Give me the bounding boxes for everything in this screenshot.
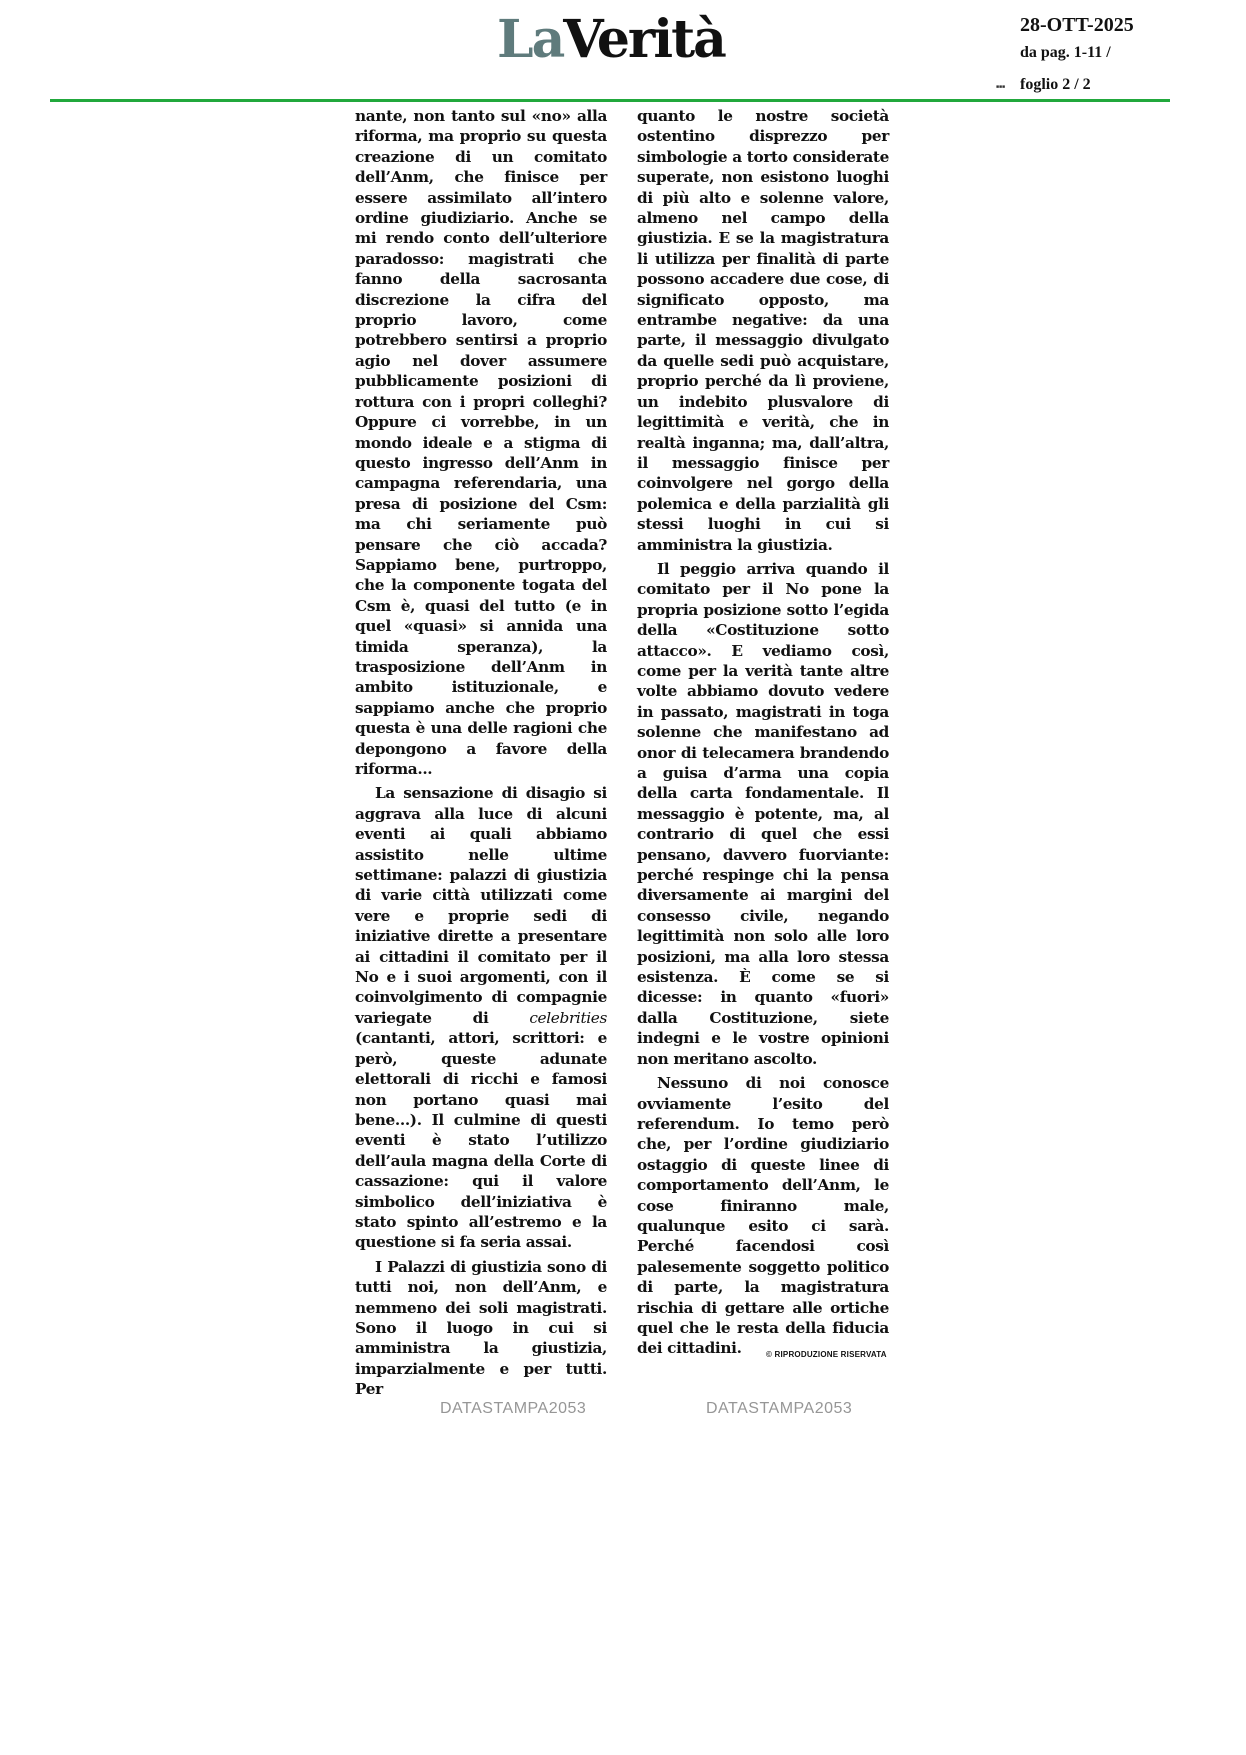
sheet-number: foglio 2 / 2 bbox=[1020, 76, 1091, 93]
article-column-right bbox=[637, 106, 889, 1359]
article-paragraph: quanto le nostre società ostentino disprezzo per simbologie a torto considerate superate, non esistono luoghi di più alto e solenne valore, almeno nel campo della giustizia. E se la magistratura li utilizza per finalità di parte possono accadere due cose, di significato opposto, ma entrambe negative: da una parte, il messaggio divulgato da quelle sedi può acquistare, proprio perché da lì proviene, un indebito plusvalore di legittimità e verità, che in realtà inganna; ma, dall’altra, il messaggio finisce per coinvolgere nel gorgo della polemica e della parzialità gli stessi luoghi in cui si amministra la giustizia. bbox=[637, 107, 890, 554]
paragraph-text: La sensazione di disagio si aggrava alla luce di alcuni eventi ai quali abbiamo assistito nelle ultime settimane: palazzi di giustizia di varie città utilizzati come vere e proprie sedi di iniziative dirette a presentare ai cittadini il comitato per il No e i suoi argomenti, con il coinvolgimento di compagnie variegate di bbox=[355, 784, 607, 1027]
watermark: DATASTAMPA2053 bbox=[440, 1400, 587, 1417]
page-reference: da pag. 1-11 / bbox=[1020, 44, 1111, 61]
article-paragraph: Nessuno di noi conosce ovviamente l’esito del referendum. Io temo però che, per l’ordine giudiziario ostaggio di queste linee di comportamento dell’Anm, le cose finiranno male, qualunque esito ci sarà. Perché facendosi così palesemente soggetto politico di parte, la magistratura rischia di gettare alle ortiche quel che le resta della fiducia dei cittadini. bbox=[637, 1074, 889, 1358]
watermark: DATASTAMPA2053 bbox=[706, 1400, 853, 1417]
scan-mark-icon: ■■■ bbox=[996, 84, 1006, 90]
article-paragraph: I Palazzi di giustizia sono di tutti noi, non dell’Anm, e nemmeno dei soli magistrati. Sono il luogo in cui si amministra la giustizia, imparzialmente e per tutti. Per bbox=[355, 1257, 607, 1399]
paragraph-text: (cantanti, attori, scrittori: e però, queste adunate elettorali di ricchi e famosi non portano quasi mai bene...). Il culmine di questi eventi è stato l’utilizzo dell’aula magna della Corte di cassazione: qui il valore simbolico dell’iniziativa è stato spinto all’estremo e la questione si fa seria assai. bbox=[355, 1029, 607, 1252]
logo-la: La bbox=[497, 9, 564, 70]
article-paragraph: nante, non tanto sul «no» alla riforma, ma proprio su questa creazione di un comitato dell’Anm, che finisce per essere assimilato all’intero ordine giudiziario. Anche se mi rendo conto dell’ulteriore paradosso: magistrati che fanno della sacrosanta discrezione la cifra del proprio lavoro, come potrebbero sentirsi a proprio agio nel dover assumere pubblicamente posizioni di rottura con i propri colleghi? Oppure ci vorrebbe, in un mondo ideale e a stigma di questo ingresso dell’Anm in campagna referendaria, una presa di posizione del Csm: ma chi seriamente può pensare che ciò accada? Sappiamo bene, purtroppo, che la componente togata del Csm è, quasi del tutto (e in quel «quasi» si annida una timida speranza), la trasposizione dell’Anm in ambito istituzionale, e sappiamo anche che proprio questa è una delle ragioni che depongono a favore della riforma... bbox=[355, 107, 607, 778]
article-paragraph bbox=[355, 783, 607, 1252]
copyright-notice: © RIPRODUZIONE RISERVATA bbox=[766, 1350, 887, 1359]
newspaper-logo bbox=[497, 9, 725, 70]
article-column-left bbox=[355, 106, 607, 1400]
header-divider bbox=[50, 99, 1170, 102]
issue-date: 28-OTT-2025 bbox=[1020, 14, 1134, 36]
italic-term: celebrities bbox=[529, 1008, 607, 1027]
logo-verita: Verità bbox=[563, 9, 725, 70]
article-paragraph: Il peggio arriva quando il comitato per il No pone la propria posizione sotto l’egida della «Costituzione sotto attacco». E vediamo così, come per la verità tante altre volte abbiamo dovuto vedere in passato, magistrati in toga solenne che manifestano ad onor di telecamera brandendo a guisa d’arma una copia della carta fondamentale. Il messaggio è potente, ma, al contrario di quel che essi pensano, davvero fuorviante: perché respinge chi la pensa diversamente ai margini del consesso civile, negando legittimità non solo alle loro posizioni, ma alla loro stessa esistenza. È come se si dicesse: in quanto «fuori» dalla Costituzione, siete indegni e le vostre opinioni non meritano ascolto. bbox=[637, 559, 889, 1068]
